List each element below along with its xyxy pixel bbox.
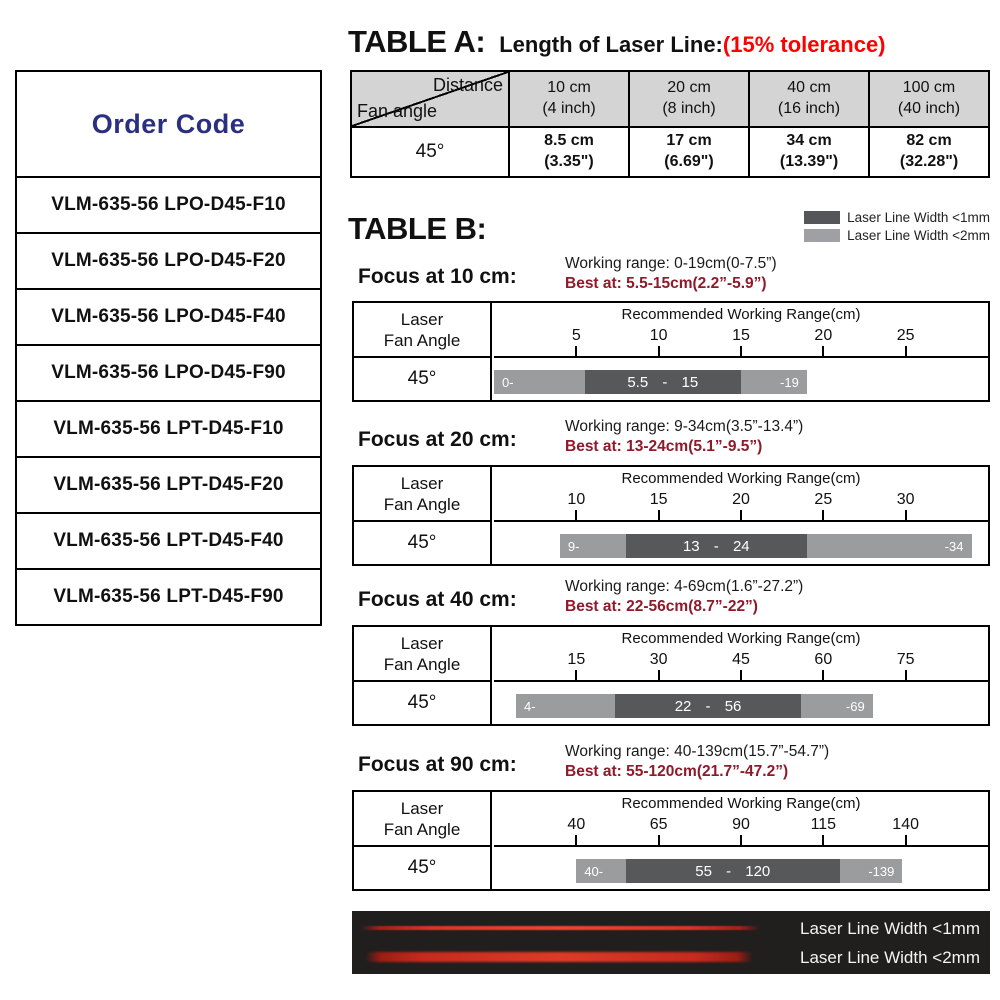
range-segment-label: 22 - 56: [674, 697, 742, 715]
best-at-text: Best at: 22-56cm(8.7”-22”): [565, 598, 758, 615]
legend-label: Laser Line Width <1mm: [847, 210, 990, 225]
axis-tick-mark: [905, 346, 907, 356]
banner-label-2mm: Laser Line Width <2mm: [800, 948, 980, 967]
table-a-data-row: [352, 128, 988, 176]
order-code-title: Order Code: [91, 108, 246, 139]
range-segment-light: [741, 370, 807, 394]
laser-line-thick: [365, 952, 753, 962]
range-segment-label: -34: [944, 538, 964, 554]
column-header-line1: 100 cm: [902, 79, 956, 97]
range-segment-light: [576, 859, 625, 883]
range-segment-dark: [585, 370, 741, 394]
range-bar: [494, 859, 988, 883]
row-header-line2: Fan Angle: [383, 494, 461, 514]
value-line2: (13.39"): [779, 153, 839, 170]
value-line1: 8.5 cm: [544, 132, 594, 150]
value-line2: (3.35"): [544, 153, 594, 170]
table-a-header-row: [352, 72, 988, 128]
table-a: [350, 70, 990, 178]
focus-40-chart-table: [352, 625, 990, 726]
range-segment-label: 5.5 - 15: [627, 373, 699, 391]
legend-swatch-dark: [804, 211, 840, 224]
axis-tick-mark: [575, 346, 577, 356]
range-segment-light: [840, 859, 903, 883]
chart-plot-body: [494, 360, 988, 400]
range-segment-label: -19: [780, 374, 799, 390]
chart-axis-header: [494, 627, 988, 682]
order-code-list: [17, 178, 320, 624]
row-header-line2: Fan Angle: [383, 654, 461, 674]
banner-label-1mm: Laser Line Width <1mm: [800, 919, 980, 938]
order-code-row: VLM-635-56 LPT-D45-F40: [17, 514, 320, 570]
axis-tick-label: 75: [896, 651, 915, 668]
axis-tick-label: 15: [649, 491, 668, 508]
value-line1: 82 cm: [906, 132, 952, 150]
axis-tick-mark: [658, 510, 660, 520]
axis-tick-label: 65: [649, 816, 668, 833]
working-range-text: Working range: 9-34cm(3.5”-13.4”): [565, 418, 804, 435]
axis-ticks: [494, 813, 988, 845]
order-code-row: VLM-635-56 LPO-D45-F90: [17, 346, 320, 402]
chart-plot-area: [494, 627, 988, 724]
axis-tick-label: 115: [810, 816, 837, 833]
column-header-line2: (4 inch): [542, 100, 596, 117]
row-header-line1: Laser: [400, 309, 444, 329]
table-a-column-header: [748, 72, 868, 126]
chart-plot-body: [494, 849, 988, 889]
range-segment-light: [560, 534, 626, 558]
order-code-row: VLM-635-56 LPO-D45-F40: [17, 290, 320, 346]
range-segment-light: [807, 534, 972, 558]
row-header-line1: Laser: [400, 798, 444, 818]
axis-tick-label: 10: [649, 327, 668, 344]
fan-angle-value: 45°: [407, 532, 437, 553]
chart-row-header: [354, 467, 492, 564]
legend-label: Laser Line Width <2mm: [847, 228, 990, 243]
best-at-text: Best at: 55-120cm(21.7”-47.2”): [565, 763, 789, 780]
axis-ticks: [494, 488, 988, 520]
axis-tick-mark: [905, 670, 907, 680]
table-a-subtitle: Length of Laser Line:: [499, 32, 723, 57]
axis-tick-label: 30: [896, 491, 915, 508]
range-segment-light: [801, 694, 872, 718]
axis-tick-mark: [740, 835, 742, 845]
axis-tick-mark: [658, 346, 660, 356]
order-code-row: VLM-635-56 LPT-D45-F90: [53, 586, 284, 607]
table-a-tolerance: (15% tolerance): [722, 32, 886, 57]
corner-distance-label: Distance: [432, 75, 503, 95]
axis-tick-label: 15: [732, 327, 750, 344]
axis-tick-mark: [658, 835, 660, 845]
working-range-text: Working range: 4-69cm(1.6”-27.2”): [565, 578, 804, 595]
column-header-line1: 10 cm: [547, 79, 591, 97]
axis-tick-mark: [822, 346, 824, 356]
chart-axis-header: [494, 792, 988, 847]
column-header-line1: 40 cm: [787, 79, 831, 97]
axis-tick-mark: [575, 835, 577, 845]
axis-tick-label: 20: [732, 491, 750, 508]
axis-tick-label: 30: [649, 651, 668, 668]
table-a-title-row: [348, 24, 992, 60]
axis-tick-label: 10: [567, 491, 586, 508]
range-segment-dark: [626, 859, 840, 883]
column-header-line2: (16 inch): [777, 100, 841, 117]
axis-tick-label: 15: [567, 651, 586, 668]
range-segment-light: [516, 694, 615, 718]
axis-tick-label: 140: [892, 816, 920, 833]
axis-tick-mark: [740, 346, 742, 356]
range-segment-label: -69: [845, 698, 865, 714]
row-header-line1: Laser: [400, 473, 444, 493]
table-b-title: TABLE B:: [348, 211, 487, 246]
axis-tick-mark: [740, 510, 742, 520]
value-line1: 17 cm: [666, 132, 712, 150]
chart-row-header: [354, 792, 492, 889]
row-header-line2: Fan Angle: [383, 819, 461, 839]
range-segment-label: 9-: [567, 538, 580, 554]
value-line2: (6.69"): [664, 153, 714, 170]
laser-line-thin: [360, 926, 760, 930]
focus-10-texts: [565, 254, 777, 294]
axis-title: Recommended Working Range(cm): [621, 470, 861, 487]
axis-tick-label: 90: [732, 816, 750, 833]
chart-plot-area: [494, 792, 988, 889]
chart-axis-header: [494, 303, 988, 358]
table-a-value-cell: [628, 128, 748, 176]
table-a-column-header: [508, 72, 628, 126]
table-a-column-header: [628, 72, 748, 126]
best-at-text: Best at: 13-24cm(5.1”-9.5”): [565, 438, 763, 455]
chart-plot-body: [494, 524, 988, 564]
table-a-value-cell: [508, 128, 628, 176]
range-segment-label: -139: [868, 863, 895, 879]
working-range-text: Working range: 0-19cm(0-7.5”): [565, 255, 777, 272]
legend-swatch-light: [804, 229, 840, 242]
focus-90-chart-table: [352, 790, 990, 891]
laser-fan-angle-label: [354, 303, 490, 358]
range-segment-label: 55 - 120: [695, 862, 771, 880]
axis-tick-label: 45: [732, 651, 750, 668]
axis-ticks: [494, 648, 988, 680]
chart-plot-area: [494, 467, 988, 564]
working-range-text: Working range: 40-139cm(15.7”-54.7”): [565, 743, 830, 760]
axis-title: Recommended Working Range(cm): [621, 630, 861, 647]
table-a-column-header: [868, 72, 988, 126]
axis-ticks: [494, 324, 988, 356]
range-segment-dark: [626, 534, 807, 558]
best-at-text: Best at: 5.5-15cm(2.2”-5.9”): [565, 275, 767, 292]
focus-90-title: Focus at 90 cm:: [358, 753, 517, 776]
axis-tick-mark: [822, 835, 824, 845]
laser-fan-angle-label: [354, 467, 490, 522]
row-header-line2: Fan Angle: [383, 330, 461, 350]
axis-tick-mark: [905, 835, 907, 845]
axis-title: Recommended Working Range(cm): [621, 306, 861, 323]
table-a-value-cell: [868, 128, 988, 176]
fan-angle-value: 45°: [407, 692, 437, 713]
order-code-table: [15, 70, 322, 626]
focus-40-texts: [565, 577, 803, 617]
axis-tick-label: 5: [571, 327, 581, 344]
range-bar: [494, 370, 988, 394]
range-segment-light: [494, 370, 585, 394]
axis-tick-label: 20: [814, 327, 833, 344]
table-a-corner-cell: [352, 72, 508, 126]
axis-tick-mark: [575, 510, 577, 520]
column-header-line2: (40 inch): [897, 100, 961, 117]
row-header-line1: Laser: [400, 633, 444, 653]
focus-40-title: Focus at 40 cm:: [358, 588, 517, 611]
value-line1: 34 cm: [786, 132, 832, 150]
range-segment-label: 0-: [502, 374, 514, 390]
range-segment-label: 13 - 24: [682, 537, 750, 555]
focus-10-chart-table: [352, 301, 990, 402]
focus-20-chart-table: [352, 465, 990, 566]
fan-angle-value: 45°: [407, 368, 437, 389]
range-segment-dark: [615, 694, 802, 718]
column-header-line1: 20 cm: [667, 79, 711, 97]
laser-width-legend: [804, 210, 990, 243]
range-bar: [494, 534, 988, 558]
axis-tick-mark: [822, 510, 824, 520]
range-segment-label: 4-: [523, 698, 536, 714]
axis-title: Recommended Working Range(cm): [621, 795, 861, 812]
range-segment-label: 40-: [584, 863, 604, 879]
legend-row: [804, 210, 990, 225]
laser-fan-angle-label: [354, 792, 490, 847]
axis-tick-mark: [905, 510, 907, 520]
chart-plot-area: [494, 303, 988, 400]
order-code-row: VLM-635-56 LPT-D45-F20: [17, 458, 320, 514]
axis-tick-label: 60: [814, 651, 833, 668]
axis-tick-label: 25: [814, 491, 833, 508]
chart-axis-header: [494, 467, 988, 522]
chart-plot-body: [494, 684, 988, 724]
focus-20-texts: [565, 417, 803, 457]
laser-line-photo-banner: [352, 911, 990, 974]
column-header-line2: (8 inch): [662, 100, 716, 117]
axis-tick-mark: [740, 670, 742, 680]
focus-10-title: Focus at 10 cm:: [358, 265, 517, 288]
axis-tick-mark: [575, 670, 577, 680]
focus-90-texts: [565, 742, 829, 782]
fan-angle-value: 45°: [407, 857, 437, 878]
axis-tick-label: 25: [896, 327, 915, 344]
axis-tick-label: 40: [567, 816, 586, 833]
order-code-row: VLM-635-56 LPO-D45-F20: [17, 234, 320, 290]
chart-row-header: [354, 627, 492, 724]
legend-row: [804, 228, 990, 243]
table-a-value-cell: [748, 128, 868, 176]
table-a-fan-angle-cell: 45°: [415, 141, 445, 162]
corner-fan-angle-label: Fan angle: [357, 101, 438, 121]
order-code-row: VLM-635-56 LPT-D45-F10: [17, 402, 320, 458]
order-code-row: VLM-635-56 LPO-D45-F10: [17, 178, 320, 234]
axis-tick-mark: [658, 670, 660, 680]
table-a-title: TABLE A:: [348, 24, 486, 59]
axis-tick-mark: [822, 670, 824, 680]
chart-row-header: [354, 303, 492, 400]
range-bar: [494, 694, 988, 718]
value-line2: (32.28"): [899, 153, 959, 170]
laser-fan-angle-label: [354, 627, 490, 682]
focus-20-title: Focus at 20 cm:: [358, 428, 517, 451]
order-code-header: [17, 72, 320, 178]
